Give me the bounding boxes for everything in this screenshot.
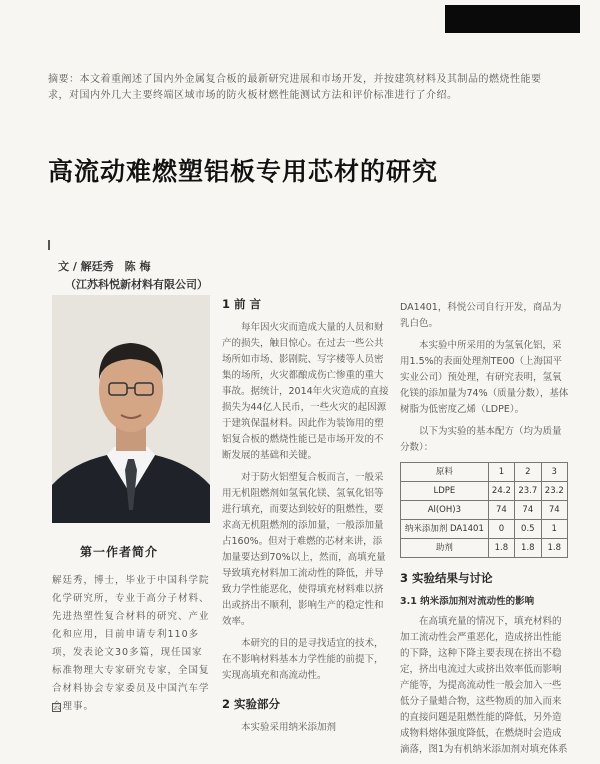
table-header-cell: 1 — [488, 463, 514, 482]
table-row — [401, 539, 568, 558]
section-1-paragraph: 对于防火铝塑复合板而言，一般采用无机阻燃剂如氢氧化镁、氢氧化铝等进行填充，而要达到较好的阻燃性，要求高无机阻燃剂的添加量，一般添加量占160%。但对于难燃的芯材来讲，添加量要达到70%以上，然而，高填充量导致填充材料加工流动性的降低，并导致力学性能恶化，使得填充材料难以挤出或挤出不顺利，影响生产的稳定性和效率。 — [222, 472, 386, 627]
table-cell: 1 — [541, 520, 567, 539]
table-cell: 74 — [541, 501, 567, 520]
section-1-paragraph: 每年因火灾而造成大量的人员和财产的损失，触目惊心。在过去一些公共场所如市场、影剧院、写字楼等人员密集的场所，火灾都酿成伤亡惨重的重大事故。据统计，2014年火灾造成的直接损失为44亿人民币，一些火灾的起因源于建筑保温材料。因此作为装饰用的塑铝复合板的燃烧性能已是市场开发的不断发展的基础和关键。 — [222, 322, 389, 461]
table-cell: 23.7 — [515, 482, 541, 501]
table-cell: 0.5 — [515, 520, 541, 539]
section-2-heading: 2 实验部分 — [222, 697, 281, 711]
divider-mark — [48, 240, 50, 250]
middle-column — [222, 296, 390, 742]
table-header-cell: 2 — [515, 463, 541, 482]
table-cell: Al(OH)3 — [401, 501, 489, 520]
section-3-heading: 3 实验结果与讨论 — [400, 571, 493, 585]
section-1-paragraph: 本研究的目的是寻找适宜的技术，在不影响材料基本力学性能的前提下，实现高填充和高流动性。 — [222, 638, 384, 681]
table-cell: 纳米添加剂 DA1401 — [401, 520, 489, 539]
section-1-heading: 1 前 言 — [222, 297, 262, 311]
article-title: 高流动难燃塑铝板专用芯材的研究 — [48, 157, 439, 186]
table-cell: 1.8 — [541, 539, 567, 558]
table-cell: 74 — [515, 501, 541, 520]
redaction-bar — [445, 5, 580, 33]
table-header-cell: 3 — [541, 463, 567, 482]
right-paragraph: 本实验中所采用的为氢氧化铝，采用1.5%的表面处理剂TE00（上海国平实业公司）预处理，有研究表明，氢氧化镁的添加量为74%（质量分数），基体树脂为低密度乙烯（LDPE）。 — [400, 340, 569, 415]
table-cell: 助剂 — [401, 539, 489, 558]
table-cell: LDPE — [401, 482, 489, 501]
table-row — [401, 482, 568, 501]
table-header-row — [401, 463, 568, 482]
author-line: 文 / 解廷秀 陈 梅 — [58, 260, 151, 273]
abstract: 摘要：本文着重阐述了国内外金属复合板的最新研究进展和市场开发，并按建筑材料及其制品的燃烧性能要求，对国内外几大主要终端区域市场的防火板材燃性能测试方法和评价标准进行了介绍。 — [48, 74, 542, 101]
table-header-cell: 原料 — [401, 463, 489, 482]
table-cell: 74 — [488, 501, 514, 520]
end-mark-icon — [52, 703, 61, 712]
table-cell: 1.8 — [488, 539, 514, 558]
photo-caption: 第一作者简介 — [80, 545, 159, 559]
right-paragraph: 以下为实验的基本配方（均为质量分数）： — [400, 426, 562, 453]
right-paragraph: DA1401，科悦公司自行开发，商品为乳白色。 — [400, 302, 562, 329]
table-row — [401, 520, 568, 539]
portrait-illustration — [52, 295, 210, 523]
formula-table — [400, 462, 568, 558]
table-cell: 0 — [488, 520, 514, 539]
author-bio: 解廷秀，博士，毕业于中国科学院化学研究所，专业于高分子材料、先进热塑性复合材料的研究、产业化和应用，目前申请专利110多项，发表论文30多篇，现任国家标准物理大专家研究专家，全国复合材料协会专家委员及中国汽车学会理事。 — [52, 575, 210, 712]
section-3-paragraph: 在高填充量的情况下，填充材料的加工流动性会严重恶化，造成挤出性能的下降，这种下降主要表现在挤出不稳定，挤出电流过大或挤出效率低而影响产能等，为提高流动性一般会加入一些低分子量蜡合物，这些物质的加入而来的直接问题是阻燃性能的降低，另外造成物料熔体强度降低，在燃烧时会造成滴落，图1为有机纳米添加剂对填充体系 — [400, 616, 568, 755]
table-cell: 1.8 — [515, 539, 541, 558]
author-photo — [52, 295, 210, 523]
section-2-paragraph: 本实验采用纳米添加剂 — [241, 722, 337, 733]
table-cell: 23.2 — [541, 482, 567, 501]
section-3-1-heading: 3.1 纳米添加剂对流动性的影响 — [400, 596, 535, 607]
table-row — [401, 501, 568, 520]
right-column — [400, 300, 570, 764]
table-cell: 24.2 — [488, 482, 514, 501]
affiliation: （江苏科悦新材料有限公司） — [65, 278, 208, 291]
